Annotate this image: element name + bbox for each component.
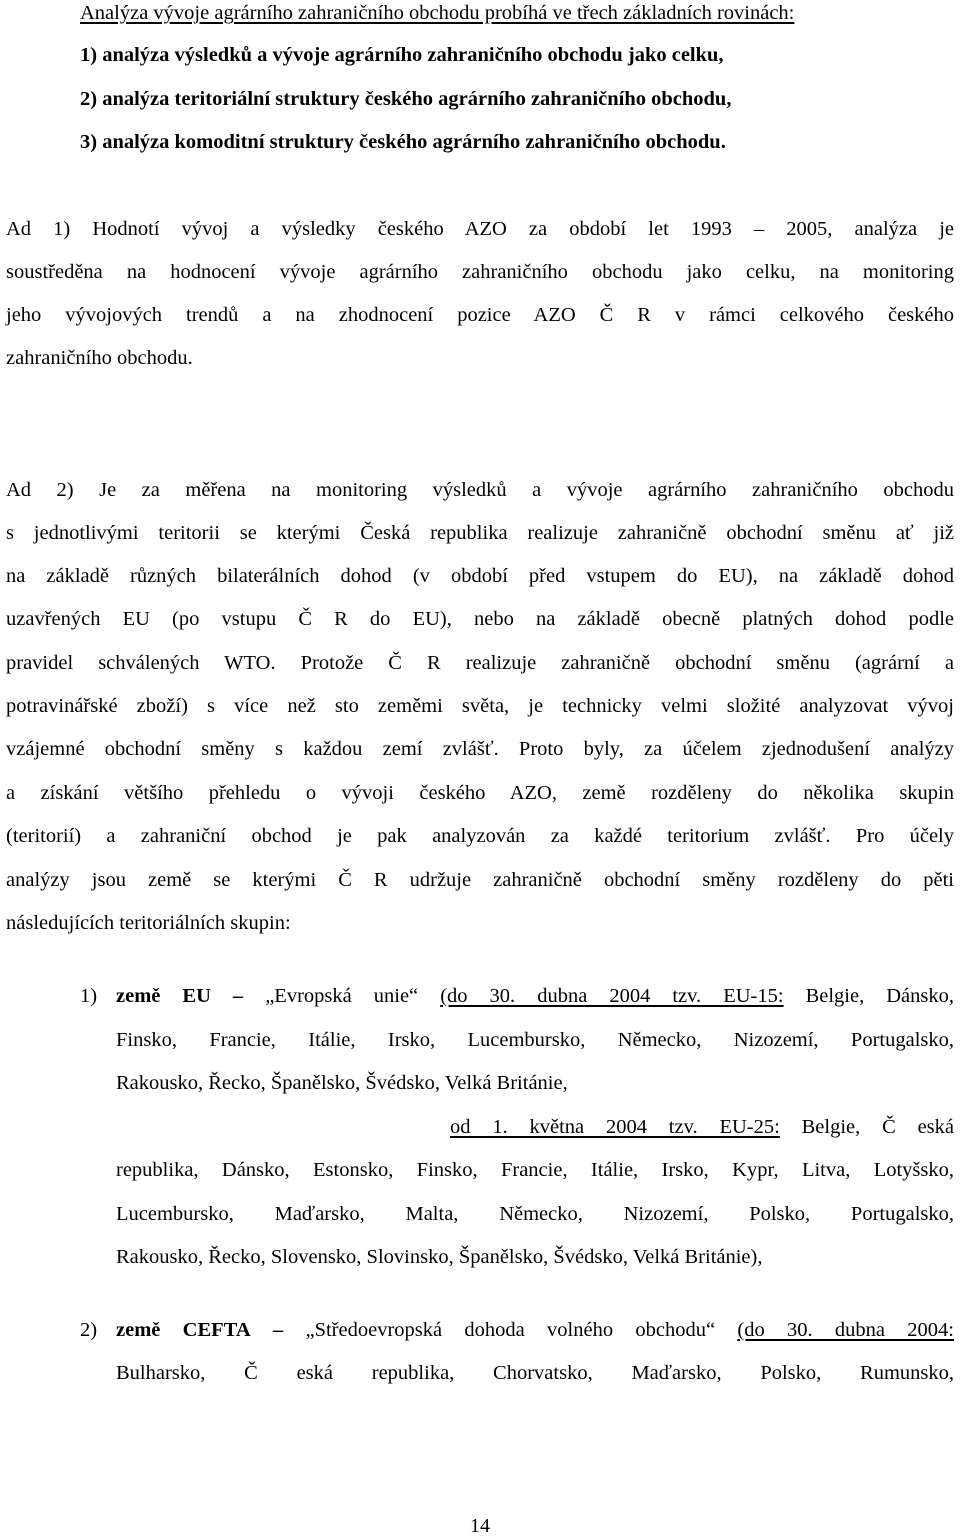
ad2-line: na základě různých bilaterálních dohod (v období před vstupem do EU), na základě dohod <box>6 565 954 587</box>
group-eu-period2-line <box>450 1114 954 1140</box>
group-cefta-quote: „Středoevropská dohoda volného obchodu“ <box>305 1319 716 1341</box>
group-eu-number: 1) <box>80 985 98 1007</box>
intro-lead: Analýza vývoje agrárního zahraničního obchodu probíhá ve třech základních rovinách: <box>80 2 795 24</box>
group-eu-quote: „Evropská unie“ <box>265 985 419 1007</box>
group-eu-dash: – <box>232 985 244 1007</box>
ad2-line: pravidel schválených WTO. Protože Č R realizuje zahraničně obchodní směnu (agrární a <box>6 652 954 674</box>
group-eu-period1-tail: Belgie, Dánsko, <box>805 985 955 1007</box>
eu25-line: Rakousko, Řecko, Slovensko, Slovinsko, Španělsko, Švédsko, Velká Británie), <box>116 1246 763 1268</box>
ad2-line: uzavřených EU (po vstupu Č R do EU), nebo na základě obecně platných dohod podle <box>6 608 954 630</box>
ad1-line: jeho vývojových trendů a na zhodnocení pozice AZO Č R v rámci celkového českého <box>6 304 954 326</box>
group-eu-period1: (do 30. dubna 2004 tzv. EU-15: <box>440 985 784 1007</box>
ad2-line: následujících teritoriálních skupin: <box>6 912 291 934</box>
eu15-line: Finsko, Francie, Itálie, Irsko, Lucembursko, Německo, Nizozemí, Portugalsko, <box>116 1029 954 1051</box>
group-cefta-name: země CEFTA <box>116 1319 251 1341</box>
cefta-countries-line: Bulharsko, Č eská republika, Chorvatsko, Maďarsko, Polsko, Rumunsko, <box>116 1362 954 1384</box>
ad1-line: Ad 1) Hodnotí vývoj a výsledky českého AZO za období let 1993 – 2005, analýza je <box>6 218 954 240</box>
level-item-1: 1) analýza výsledků a vývoje agrárního zahraničního obchodu jako celku, <box>80 44 724 66</box>
group-eu-period2-tail: Belgie, Č eská <box>801 1116 954 1138</box>
page-number: 14 <box>470 1515 490 1537</box>
ad1-line: zahraničního obchodu. <box>6 347 193 369</box>
ad2-line: Ad 2) Je za měřena na monitoring výsledků a vývoje agrárního zahraničního obchodu <box>6 479 954 501</box>
ad1-line: soustředěna na hodnocení vývoje agrárního zahraničního obchodu jako celku, na monitoring <box>6 261 954 283</box>
eu25-line: Lucembursko, Maďarsko, Malta, Německo, Nizozemí, Polsko, Portugalsko, <box>116 1203 954 1225</box>
eu25-line: republika, Dánsko, Estonsko, Finsko, Francie, Itálie, Irsko, Kypr, Litva, Lotyšsko, <box>116 1159 954 1181</box>
level-item-2: 2) analýza teritoriální struktury českého agrárního zahraničního obchodu, <box>80 88 732 110</box>
ad2-line: a získání většího přehledu o vývoji českého AZO, země rozděleny do několika skupin <box>6 782 954 804</box>
eu15-line: Rakousko, Řecko, Španělsko, Švédsko, Velká Británie, <box>116 1072 568 1094</box>
group-cefta-period: (do 30. dubna 2004: <box>737 1319 955 1341</box>
group-cefta-number: 2) <box>80 1319 98 1341</box>
level-item-3: 3) analýza komoditní struktury českého agrárního zahraničního obchodu. <box>80 131 726 153</box>
ad2-line: potravinářské zboží) s více než sto zeměmi světa, je technicky velmi složité analyzovat vývoj <box>6 695 954 717</box>
ad2-line: (teritorií) a zahraniční obchod je pak analyzován za každé teritorium zvlášť. Pro účely <box>6 825 954 847</box>
ad2-line: s jednotlivými teritorii se kterými Česká republika realizuje zahraničně obchodní směnu ať již <box>6 522 954 544</box>
ad2-line: analýzy jsou země se kterými Č R udržuje zahraničně obchodní směny rozděleny do pěti <box>6 869 954 891</box>
group-eu-name: země EU <box>116 985 211 1007</box>
group-eu-heading <box>116 983 954 1009</box>
group-eu-period2: od 1. května 2004 tzv. EU-25: <box>450 1116 780 1138</box>
group-cefta-dash: – <box>272 1319 284 1341</box>
ad2-line: vzájemné obchodní směny s každou zemí zvlášť. Proto byly, za účelem zjednodušení analýzy <box>6 738 954 760</box>
group-cefta-heading <box>116 1317 954 1343</box>
